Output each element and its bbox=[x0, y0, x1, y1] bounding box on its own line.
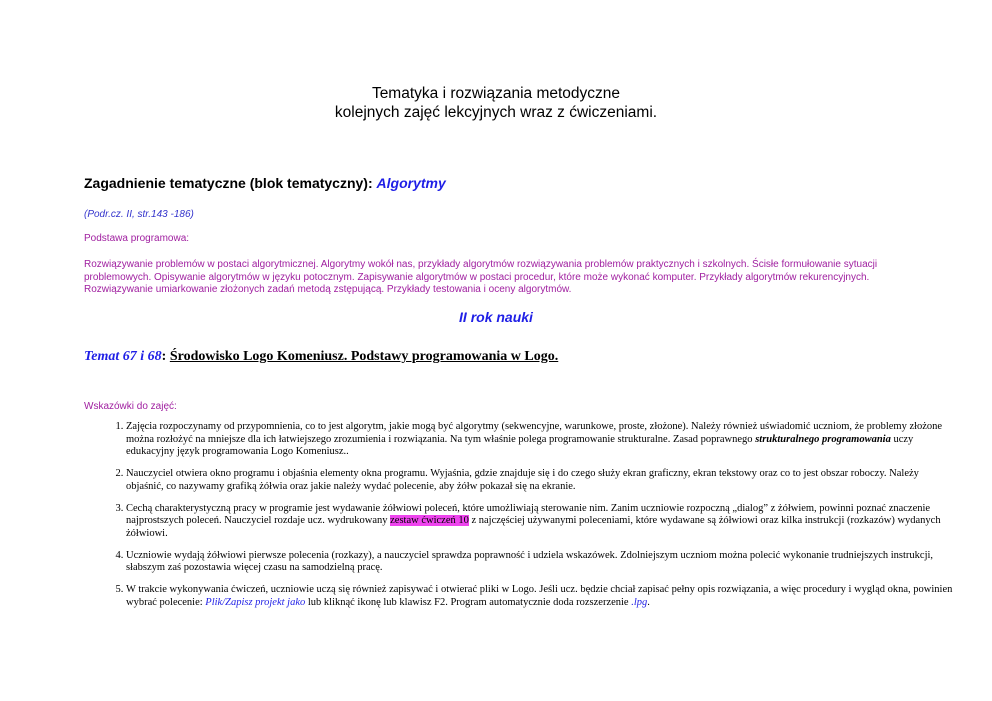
hint-text: z najczęściej używanymi poleceniami, które wydawane są żółwiowi oraz kilka instrukcji (rozkazów) wydanych żółwiowi. bbox=[126, 515, 941, 539]
year-heading: II rok nauki bbox=[459, 309, 533, 325]
hint-text: uczy edukacyjny język programowania Logo Komeniusz.. bbox=[126, 433, 914, 458]
list-item bbox=[126, 584, 956, 609]
document-title bbox=[0, 84, 992, 122]
textbook-reference: (Podr.cz. II, str.143 -186) bbox=[84, 209, 194, 220]
topic-heading bbox=[84, 349, 558, 365]
file-extension: .lpg bbox=[631, 596, 648, 608]
hints-label: Wskazówki do zajęć: bbox=[84, 401, 177, 412]
hint-text: Nauczyciel otwiera okno programu i objaśnia elementy okna programu. Wyjaśnia, gdzie znajduje się i do czego służy ekran graficzny, ekran tekstowy oraz co to jest obszar roboczy. Należy objaśnić, co nazywamy grafiką żółwia oraz jakie należy wydać polecenie, aby żółw pokazał się na ekranie. bbox=[126, 468, 919, 492]
title-line-1: Tematyka i rozwiązania metodyczne bbox=[371, 85, 621, 102]
section-heading-accent: Algorytmy bbox=[376, 175, 446, 191]
hint-text: . bbox=[647, 596, 650, 608]
hint-text: W trakcie wykonywania ćwiczeń, uczniowie uczą się również zapisywać i otwierać pliki w Logo. Jeśli ucz. będzie chciał zapisać pełny opis rozwiązania, a więc procedury i wygląd okna, powinien wybrać polecenie: bbox=[126, 584, 953, 608]
hint-emphasis: strukturalnego programowania bbox=[755, 433, 891, 445]
topic-colon: : bbox=[161, 349, 170, 364]
hint-text: lub kliknąć ikonę lub klawisz F2. Program automatycznie doda rozszerzenie bbox=[305, 596, 632, 608]
curriculum-label: Podstawa programowa: bbox=[84, 233, 190, 244]
list-item bbox=[126, 503, 956, 541]
section-heading-prefix: Zagadnienie tematyczne (blok tematyczny): bbox=[84, 175, 377, 191]
highlighted-exercise-set: zestaw ćwiczeń 10 bbox=[390, 515, 469, 527]
hints-list bbox=[84, 421, 956, 618]
curriculum-text: Rozwiązywanie problemów w postaci algorytmicznej. Algorytmy wokół nas, przykłady algorytmów rozwiązywania problemów praktycznych i szkolnych. Ścisłe formułowanie sytuacji problemowych. Opisywanie algorytmów w języku potocznym. Zapisywanie algorytmów w postaci procedur, które może wykonać komputer. Przykłady algorytmów rekurencyjnych. Rozwiązywanie umiarkowanie złożonych zadań metodą zstępującą. Przykłady testowania i oceny algorytmów. bbox=[84, 259, 878, 295]
menu-command: Plik/Zapisz projekt jako bbox=[205, 596, 306, 608]
hint-text: Zajęcia rozpoczynamy od przypomnienia, co to jest algorytm, jakie mogą być algorytmy (sekwencyjne, warunkowe, proste, złożone). Należy również uświadomić uczniom, że problemy złożone można rozłożyć na mniejsze dla ich łatwiejszego zrozumienia i rozwiązania. Na tym właśnie polega programowanie strukturalne. Zasad poprawnego bbox=[126, 421, 943, 445]
list-item bbox=[126, 550, 956, 575]
title-line-2: kolejnych zajęć lekcyjnych wraz z ćwiczeniami. bbox=[334, 104, 658, 121]
list-item bbox=[126, 468, 956, 493]
topic-name: Środowisko Logo Komeniusz. Podstawy programowania w Logo. bbox=[169, 349, 559, 364]
section-heading bbox=[84, 175, 446, 191]
hint-text: Uczniowie wydają żółwiowi pierwsze polecenia (rozkazy), a nauczyciel sprawdza poprawność i udziela wskazówek. Zdolniejszym uczniom można polecić wykonanie trudniejszych instrukcji, słabszym zaś pozostawia więcej czasu na samodzielną pracę. bbox=[126, 549, 934, 574]
list-item bbox=[126, 421, 956, 459]
topic-number: Temat 67 i 68 bbox=[84, 349, 162, 364]
hint-text: Cechą charakterystyczną pracy w programie jest wydawanie żółwiowi poleceń, które umożliwiają sterowanie nim. Zanim uczniowie rozpoczną „dialog” z żółwiem, powinni poznać znaczenie najprostszych poleceń. Nauczyciel rozdaje ucz. wydrukowany bbox=[126, 502, 931, 527]
